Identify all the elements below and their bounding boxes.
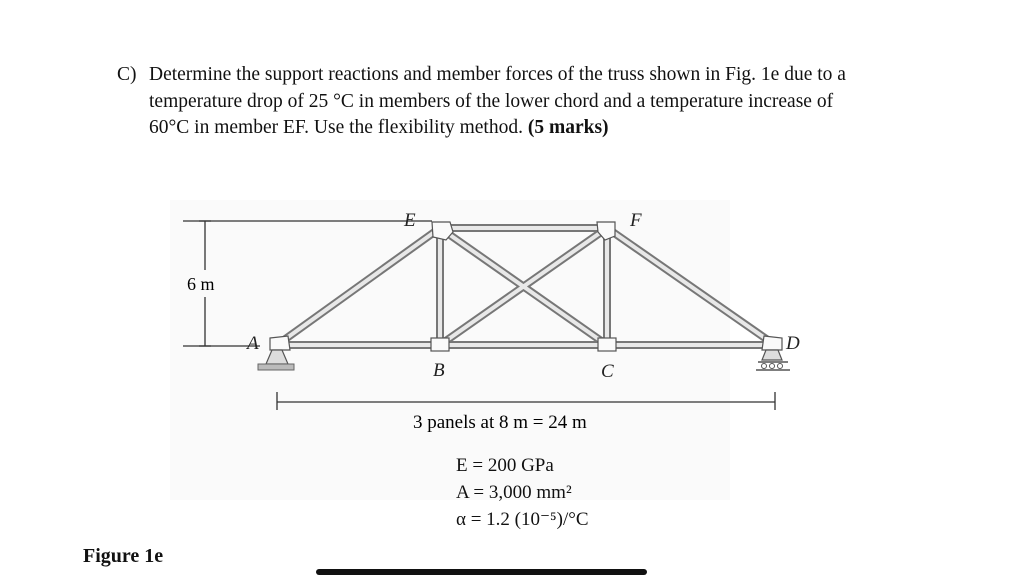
material-properties (456, 452, 589, 533)
node-label-D: D (786, 333, 800, 354)
joint-A-plate (270, 336, 290, 350)
property-alpha: α = 1.2 (10⁻⁵)/°C (456, 509, 589, 530)
figure-caption: Figure 1e (83, 545, 164, 567)
joint-D-plate (762, 336, 782, 350)
node-label-F: F (630, 210, 642, 231)
span-dim-label: 3 panels at 8 m = 24 m (413, 412, 587, 433)
question-marks: (5 marks) (527, 117, 609, 138)
support-D-roller (756, 350, 790, 370)
joint-C-plate (598, 338, 616, 351)
height-dim-label: 6 m (187, 274, 215, 294)
home-indicator-bar[interactable] (316, 569, 647, 575)
node-label-E: E (404, 210, 416, 231)
question-body: Determine the support reactions and member forces of the truss shown in Fig. 1e due to a temperature drop of 25 °C in members of the lower chord and a temperature increase of 60°C in member EF. Use the flexibility method. (149, 64, 846, 138)
node-label-B: B (433, 360, 445, 381)
property-modulus: E = 200 GPa (456, 455, 554, 476)
node-label-A: A (247, 333, 259, 354)
node-label-C: C (601, 361, 614, 382)
property-area: A = 3,000 mm² (456, 482, 572, 503)
joint-B-plate (431, 338, 449, 351)
question-label: C) (117, 64, 137, 85)
